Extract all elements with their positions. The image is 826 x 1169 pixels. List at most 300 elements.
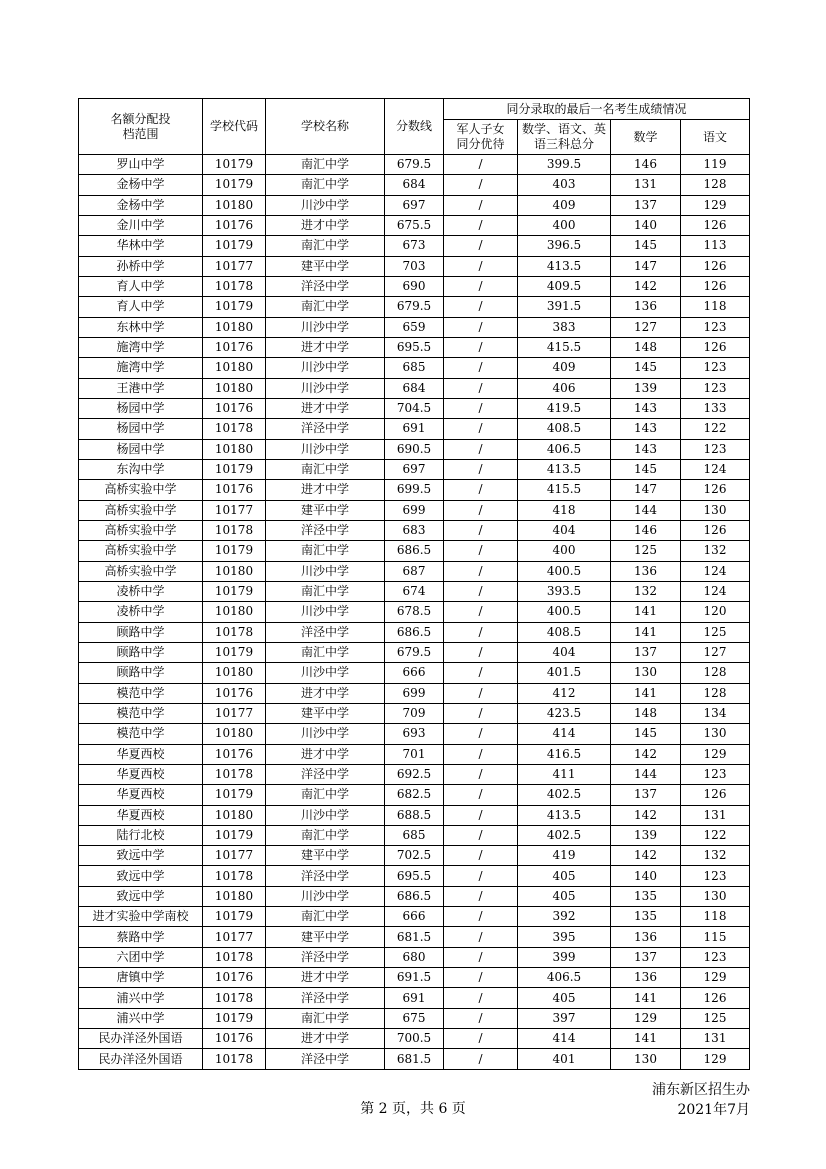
table-row [79,215,750,235]
chinese-score-cell: 129 [681,195,750,215]
quota-range-cell: 致远中学 [79,866,203,886]
chinese-score-cell: 132 [681,846,750,866]
quota-range-cell: 金杨中学 [79,175,203,195]
table-row [79,724,750,744]
military-priority-cell: / [444,1029,518,1049]
math-score-cell: 145 [611,236,681,256]
school-name-cell: 建平中学 [266,256,385,276]
quota-range-cell: 凌桥中学 [79,581,203,601]
header-chinese: 语文 [681,120,750,155]
military-priority-cell: / [444,602,518,622]
cutoff-score-cell: 675 [385,1008,444,1028]
issuer-name: 浦东新区招生办 [652,1082,750,1098]
table-row [79,337,750,357]
quota-range-cell: 施湾中学 [79,358,203,378]
cutoff-score-cell: 666 [385,907,444,927]
quota-range-cell: 华夏西校 [79,785,203,805]
table-row [79,419,750,439]
military-priority-cell: / [444,195,518,215]
school-code-cell: 10178 [203,947,266,967]
three-subject-total-cell: 406.5 [518,968,611,988]
table-row [79,175,750,195]
math-score-cell: 143 [611,419,681,439]
table-row [79,358,750,378]
three-subject-total-cell: 408.5 [518,622,611,642]
military-priority-cell: / [444,500,518,520]
military-priority-cell: / [444,1049,518,1069]
chinese-score-cell: 122 [681,419,750,439]
military-priority-cell: / [444,663,518,683]
quota-range-cell: 民办洋泾外国语 [79,1049,203,1069]
three-subject-total-cell: 406 [518,378,611,398]
three-subject-total-cell: 399 [518,947,611,967]
math-score-cell: 141 [611,622,681,642]
footer-issuer [652,1080,750,1120]
table-row [79,846,750,866]
three-subject-total-cell: 396.5 [518,236,611,256]
three-subject-total-cell: 409 [518,195,611,215]
cutoff-score-cell: 682.5 [385,785,444,805]
table-row [79,805,750,825]
cutoff-score-cell: 709 [385,703,444,723]
quota-range-cell: 致远中学 [79,846,203,866]
chinese-score-cell: 126 [681,480,750,500]
school-name-cell: 建平中学 [266,500,385,520]
three-subject-total-cell: 395 [518,927,611,947]
cutoff-score-cell: 681.5 [385,927,444,947]
military-priority-cell: / [444,175,518,195]
cutoff-score-cell: 695.5 [385,337,444,357]
school-name-cell: 洋泾中学 [266,419,385,439]
chinese-score-cell: 129 [681,968,750,988]
cutoff-score-cell: 697 [385,195,444,215]
quota-range-cell: 浦兴中学 [79,988,203,1008]
quota-range-cell: 杨园中学 [79,419,203,439]
three-subject-total-cell: 414 [518,724,611,744]
three-subject-total-cell: 400.5 [518,602,611,622]
school-code-cell: 10180 [203,602,266,622]
three-subject-total-cell: 393.5 [518,581,611,601]
school-name-cell: 川沙中学 [266,602,385,622]
table-row [79,947,750,967]
school-code-cell: 10180 [203,378,266,398]
quota-range-cell: 模范中学 [79,724,203,744]
three-subject-total-cell: 419.5 [518,398,611,418]
school-name-cell: 南汇中学 [266,175,385,195]
cutoff-score-cell: 697 [385,459,444,479]
military-priority-cell: / [444,744,518,764]
school-code-cell: 10180 [203,663,266,683]
school-code-cell: 10179 [203,581,266,601]
cutoff-score-cell: 673 [385,236,444,256]
cutoff-score-cell: 686.5 [385,622,444,642]
military-priority-cell: / [444,317,518,337]
math-score-cell: 142 [611,744,681,764]
school-code-cell: 10179 [203,825,266,845]
chinese-score-cell: 123 [681,317,750,337]
math-score-cell: 129 [611,1008,681,1028]
three-subject-total-cell: 419 [518,846,611,866]
math-score-cell: 141 [611,988,681,1008]
cutoff-score-cell: 691 [385,988,444,1008]
school-code-cell: 10177 [203,703,266,723]
cutoff-score-cell: 680 [385,947,444,967]
table-body [79,155,750,1070]
cutoff-score-cell: 690 [385,276,444,296]
table-row [79,561,750,581]
table-row [79,663,750,683]
math-score-cell: 127 [611,317,681,337]
three-subject-total-cell: 406.5 [518,439,611,459]
school-code-cell: 10180 [203,805,266,825]
cutoff-score-cell: 675.5 [385,215,444,235]
chinese-score-cell: 120 [681,602,750,622]
cutoff-score-cell: 678.5 [385,602,444,622]
school-name-cell: 川沙中学 [266,663,385,683]
table-row [79,1049,750,1069]
table-row [79,195,750,215]
admission-score-table [78,98,750,1070]
school-name-cell: 川沙中学 [266,378,385,398]
table-row [79,1029,750,1049]
school-code-cell: 10176 [203,398,266,418]
school-name-cell: 进才中学 [266,683,385,703]
table-row [79,866,750,886]
three-subject-total-cell: 411 [518,764,611,784]
chinese-score-cell: 118 [681,907,750,927]
school-code-cell: 10176 [203,744,266,764]
header-school-code: 学校代码 [203,99,266,155]
three-subject-total-cell: 402.5 [518,825,611,845]
quota-range-cell: 民办洋泾外国语 [79,1029,203,1049]
math-score-cell: 144 [611,764,681,784]
school-name-cell: 南汇中学 [266,642,385,662]
school-name-cell: 南汇中学 [266,459,385,479]
table-row [79,155,750,175]
military-priority-cell: / [444,581,518,601]
school-code-cell: 10178 [203,764,266,784]
school-name-cell: 南汇中学 [266,907,385,927]
military-priority-cell: / [444,988,518,1008]
three-subject-total-cell: 405 [518,886,611,906]
school-code-cell: 10179 [203,459,266,479]
quota-range-cell: 华夏西校 [79,764,203,784]
school-code-cell: 10177 [203,846,266,866]
quota-range-cell: 孙桥中学 [79,256,203,276]
math-score-cell: 137 [611,642,681,662]
header-school-name: 学校名称 [266,99,385,155]
math-score-cell: 141 [611,1029,681,1049]
cutoff-score-cell: 704.5 [385,398,444,418]
three-subject-total-cell: 409 [518,358,611,378]
math-score-cell: 131 [611,175,681,195]
table-row [79,785,750,805]
school-name-cell: 洋泾中学 [266,520,385,540]
quota-range-cell: 高桥实验中学 [79,480,203,500]
three-subject-total-cell: 405 [518,866,611,886]
cutoff-score-cell: 685 [385,825,444,845]
chinese-score-cell: 118 [681,297,750,317]
cutoff-score-cell: 686.5 [385,886,444,906]
school-code-cell: 10179 [203,785,266,805]
military-priority-cell: / [444,825,518,845]
chinese-score-cell: 122 [681,825,750,845]
military-priority-cell: / [444,297,518,317]
school-code-cell: 10180 [203,724,266,744]
quota-range-cell: 金杨中学 [79,195,203,215]
quota-range-cell: 凌桥中学 [79,602,203,622]
math-score-cell: 137 [611,195,681,215]
school-name-cell: 南汇中学 [266,581,385,601]
three-subject-total-cell: 401.5 [518,663,611,683]
math-score-cell: 147 [611,256,681,276]
table-row [79,703,750,723]
school-code-cell: 10178 [203,520,266,540]
quota-range-cell: 顾路中学 [79,622,203,642]
math-score-cell: 142 [611,846,681,866]
three-subject-total-cell: 401 [518,1049,611,1069]
cutoff-score-cell: 693 [385,724,444,744]
chinese-score-cell: 126 [681,988,750,1008]
school-name-cell: 洋泾中学 [266,866,385,886]
quota-range-cell: 高桥实验中学 [79,561,203,581]
math-score-cell: 139 [611,378,681,398]
three-subject-total-cell: 418 [518,500,611,520]
math-score-cell: 145 [611,358,681,378]
table-row [79,744,750,764]
chinese-score-cell: 128 [681,663,750,683]
school-name-cell: 进才中学 [266,398,385,418]
cutoff-score-cell: 703 [385,256,444,276]
military-priority-cell: / [444,927,518,947]
cutoff-score-cell: 679.5 [385,297,444,317]
cutoff-score-cell: 685 [385,358,444,378]
table-row [79,683,750,703]
three-subject-total-cell: 397 [518,1008,611,1028]
chinese-score-cell: 133 [681,398,750,418]
cutoff-score-cell: 702.5 [385,846,444,866]
school-name-cell: 南汇中学 [266,541,385,561]
header-tie-group: 同分录取的最后一名考生成绩情况 [444,99,750,120]
math-score-cell: 145 [611,459,681,479]
math-score-cell: 137 [611,947,681,967]
header-math: 数学 [611,120,681,155]
chinese-score-cell: 131 [681,1029,750,1049]
quota-range-cell: 唐镇中学 [79,968,203,988]
chinese-score-cell: 124 [681,561,750,581]
school-name-cell: 建平中学 [266,846,385,866]
issue-date: 2021年7月 [677,1102,750,1118]
three-subject-total-cell: 413.5 [518,256,611,276]
table-row [79,602,750,622]
table-row [79,439,750,459]
military-priority-cell: / [444,724,518,744]
cutoff-score-cell: 679.5 [385,642,444,662]
math-score-cell: 136 [611,561,681,581]
chinese-score-cell: 123 [681,764,750,784]
quota-range-cell: 高桥实验中学 [79,541,203,561]
military-priority-cell: / [444,358,518,378]
cutoff-score-cell: 701 [385,744,444,764]
cutoff-score-cell: 691 [385,419,444,439]
school-name-cell: 建平中学 [266,927,385,947]
military-priority-cell: / [444,805,518,825]
three-subject-total-cell: 412 [518,683,611,703]
school-code-cell: 10177 [203,256,266,276]
military-priority-cell: / [444,866,518,886]
quota-range-cell: 模范中学 [79,703,203,723]
school-name-cell: 建平中学 [266,703,385,723]
chinese-score-cell: 131 [681,805,750,825]
quota-range-cell: 华夏西校 [79,744,203,764]
school-code-cell: 10179 [203,236,266,256]
school-name-cell: 川沙中学 [266,358,385,378]
table-row [79,968,750,988]
military-priority-cell: / [444,1008,518,1028]
table-row [79,622,750,642]
school-code-cell: 10179 [203,541,266,561]
school-code-cell: 10180 [203,886,266,906]
school-name-cell: 川沙中学 [266,439,385,459]
school-code-cell: 10179 [203,642,266,662]
table-row [79,764,750,784]
quota-range-cell: 育人中学 [79,297,203,317]
school-code-cell: 10176 [203,337,266,357]
quota-range-cell: 金川中学 [79,215,203,235]
chinese-score-cell: 129 [681,744,750,764]
quota-range-cell: 东沟中学 [79,459,203,479]
school-name-cell: 进才中学 [266,968,385,988]
military-priority-cell: / [444,886,518,906]
cutoff-score-cell: 684 [385,378,444,398]
school-code-cell: 10179 [203,175,266,195]
math-score-cell: 143 [611,398,681,418]
school-name-cell: 川沙中学 [266,886,385,906]
school-name-cell: 进才中学 [266,480,385,500]
school-code-cell: 10177 [203,500,266,520]
three-subject-total-cell: 404 [518,642,611,662]
table-row [79,927,750,947]
chinese-score-cell: 123 [681,947,750,967]
quota-range-cell: 蔡路中学 [79,927,203,947]
table-row [79,500,750,520]
cutoff-score-cell: 679.5 [385,155,444,175]
cutoff-score-cell: 688.5 [385,805,444,825]
math-score-cell: 135 [611,886,681,906]
quota-range-cell: 育人中学 [79,276,203,296]
military-priority-cell: / [444,337,518,357]
quota-range-cell: 顾路中学 [79,663,203,683]
cutoff-score-cell: 659 [385,317,444,337]
quota-range-cell: 模范中学 [79,683,203,703]
military-priority-cell: / [444,846,518,866]
cutoff-score-cell: 699 [385,683,444,703]
chinese-score-cell: 126 [681,520,750,540]
math-score-cell: 147 [611,480,681,500]
quota-range-cell: 华林中学 [79,236,203,256]
school-code-cell: 10180 [203,317,266,337]
three-subject-total-cell: 400 [518,215,611,235]
chinese-score-cell: 130 [681,886,750,906]
three-subject-total-cell: 383 [518,317,611,337]
math-score-cell: 139 [611,825,681,845]
school-name-cell: 洋泾中学 [266,988,385,1008]
military-priority-cell: / [444,683,518,703]
math-score-cell: 125 [611,541,681,561]
school-code-cell: 10180 [203,439,266,459]
math-score-cell: 140 [611,866,681,886]
school-name-cell: 川沙中学 [266,561,385,581]
three-subject-total-cell: 423.5 [518,703,611,723]
cutoff-score-cell: 683 [385,520,444,540]
chinese-score-cell: 126 [681,256,750,276]
military-priority-cell: / [444,236,518,256]
quota-range-cell: 杨园中学 [79,439,203,459]
school-code-cell: 10178 [203,988,266,1008]
chinese-score-cell: 128 [681,175,750,195]
school-name-cell: 洋泾中学 [266,764,385,784]
school-name-cell: 南汇中学 [266,1008,385,1028]
three-subject-total-cell: 392 [518,907,611,927]
math-score-cell: 136 [611,927,681,947]
cutoff-score-cell: 666 [385,663,444,683]
table-row [79,297,750,317]
school-code-cell: 10177 [203,927,266,947]
cutoff-score-cell: 691.5 [385,968,444,988]
military-priority-cell: / [444,642,518,662]
table-row [79,541,750,561]
school-code-cell: 10176 [203,1029,266,1049]
quota-range-cell: 进才实验中学南校 [79,907,203,927]
table-row [79,480,750,500]
quota-range-cell: 陆行北校 [79,825,203,845]
math-score-cell: 142 [611,276,681,296]
chinese-score-cell: 119 [681,155,750,175]
military-priority-cell: / [444,907,518,927]
math-score-cell: 141 [611,602,681,622]
school-name-cell: 进才中学 [266,1029,385,1049]
military-priority-cell: / [444,764,518,784]
chinese-score-cell: 132 [681,541,750,561]
chinese-score-cell: 126 [681,215,750,235]
three-subject-total-cell: 415.5 [518,337,611,357]
cutoff-score-cell: 687 [385,561,444,581]
three-subject-total-cell: 415.5 [518,480,611,500]
school-code-cell: 10178 [203,419,266,439]
school-code-cell: 10178 [203,1049,266,1069]
table-row [79,988,750,1008]
math-score-cell: 140 [611,215,681,235]
header-cutoff-score: 分数线 [385,99,444,155]
school-name-cell: 川沙中学 [266,724,385,744]
three-subject-total-cell: 409.5 [518,276,611,296]
chinese-score-cell: 124 [681,459,750,479]
school-code-cell: 10179 [203,155,266,175]
three-subject-total-cell: 403 [518,175,611,195]
table-row [79,398,750,418]
school-code-cell: 10178 [203,276,266,296]
chinese-score-cell: 123 [681,358,750,378]
three-subject-total-cell: 414 [518,1029,611,1049]
cutoff-score-cell: 700.5 [385,1029,444,1049]
table-row [79,317,750,337]
school-name-cell: 川沙中学 [266,195,385,215]
school-code-cell: 10179 [203,1008,266,1028]
quota-range-cell: 王港中学 [79,378,203,398]
table-row [79,907,750,927]
cutoff-score-cell: 686.5 [385,541,444,561]
chinese-score-cell: 123 [681,866,750,886]
